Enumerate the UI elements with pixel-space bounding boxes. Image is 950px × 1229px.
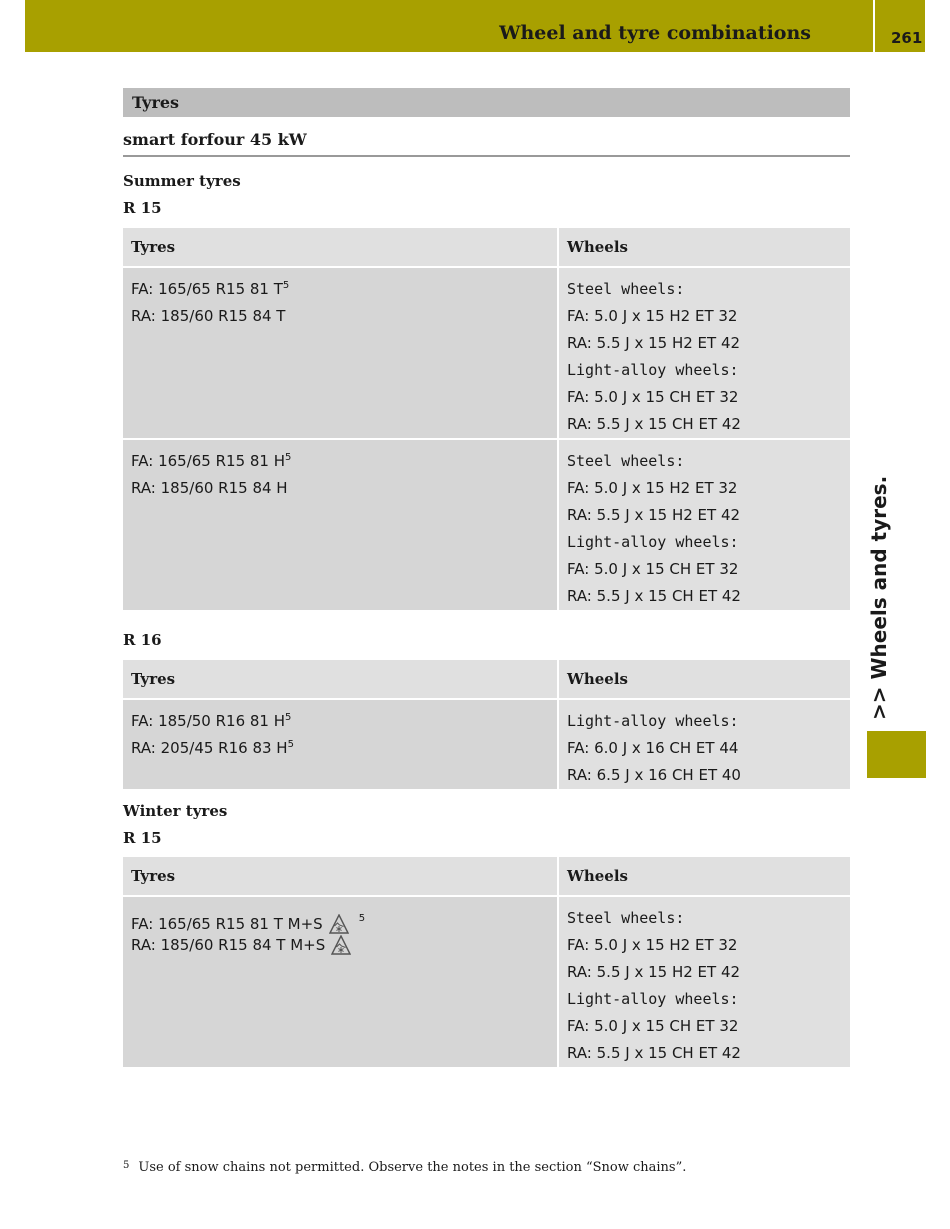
header-divider [873, 0, 875, 52]
tyre-spec: RA: 205/45 R16 83 $H^5$ [131, 739, 294, 757]
tyre-spec: FA: 185/50 R16 81 $H^5$ [131, 712, 292, 730]
column-header-wheels: Wheels [558, 660, 850, 699]
side-tab-marker [867, 731, 926, 778]
wheel-spec: FA: 5.0 J x 15 H2 ET 32 [567, 479, 738, 497]
wheels-cell [558, 896, 850, 1067]
wheel-spec: FA: 5.0 J x 15 CH ET 32 [567, 560, 739, 578]
table-row [123, 699, 850, 789]
header-title: Wheel and tyre combinations [499, 22, 811, 44]
footnote-mark: 5 [123, 1160, 130, 1171]
wheels-cell [558, 439, 850, 610]
table-header-row [123, 228, 850, 267]
column-header-tyres: Tyres [123, 857, 558, 896]
column-header-wheels: Wheels [558, 228, 850, 267]
table-header-row [123, 857, 850, 896]
tyre-spec: FA: 165/65 R15 81 $H^5$ [131, 452, 292, 470]
footnote [123, 1160, 686, 1175]
winter-r15-table [123, 857, 850, 1067]
page-header [25, 0, 925, 52]
wheel-type-label: Light-alloy wheels: [567, 361, 739, 379]
table-header-row [123, 660, 850, 699]
wheel-type-label: Steel wheels: [567, 280, 685, 298]
wheel-type-label: Steel wheels: [567, 452, 685, 470]
wheel-type-label: Light-alloy wheels: [567, 533, 739, 551]
wheel-spec: RA: 6.5 J x 16 CH ET 40 [567, 766, 741, 784]
column-header-tyres: Tyres [123, 228, 558, 267]
side-tab-label: >> Wheels and tyres. [867, 475, 891, 720]
tyre-spec: RA: 185/60 R15 84 T M+S [131, 932, 557, 959]
winter-tyres-heading: Winter tyres [123, 802, 228, 820]
wheel-type-label: Light-alloy wheels: [567, 990, 739, 1008]
tyres-cell [123, 267, 558, 439]
wheel-spec: RA: 5.5 J x 15 H2 ET 42 [567, 963, 741, 981]
tyres-cell [123, 439, 558, 610]
summer-r16-table [123, 660, 850, 789]
snowflake-mountain-icon [331, 935, 351, 955]
tyre-spec: RA: 185/60 R15 84 H [131, 479, 288, 497]
wheel-spec: FA: 5.0 J x 15 CH ET 32 [567, 388, 739, 406]
page-number: 261 [891, 29, 923, 47]
column-header-tyres: Tyres [123, 660, 558, 699]
wheel-spec: FA: 5.0 J x 15 H2 ET 32 [567, 936, 738, 954]
table-row [123, 896, 850, 1067]
summer-r15-heading: R 15 [123, 199, 162, 217]
wheel-type-label: Steel wheels: [567, 909, 685, 927]
wheel-spec: FA: 6.0 J x 16 CH ET 44 [567, 739, 739, 757]
summer-r16-heading: R 16 [123, 631, 162, 649]
wheel-spec: RA: 5.5 J x 15 CH ET 42 [567, 415, 741, 433]
tyre-spec: FA: 165/65 R15 81 $T^5$ [131, 280, 290, 298]
tyres-cell [123, 699, 558, 789]
summer-tyres-heading: Summer tyres [123, 172, 241, 190]
table-row [123, 267, 850, 439]
wheel-spec: RA: 5.5 J x 15 CH ET 42 [567, 1044, 741, 1062]
tyre-spec: FA: 165/65 R15 81 T M+S $^5$ [131, 913, 366, 933]
column-header-wheels: Wheels [558, 857, 850, 896]
summer-r15-table [123, 228, 850, 610]
tyres-cell [123, 896, 558, 1067]
wheel-spec: FA: 5.0 J x 15 H2 ET 32 [567, 307, 738, 325]
wheels-cell [558, 267, 850, 439]
wheel-spec: FA: 5.0 J x 15 CH ET 32 [567, 1017, 739, 1035]
wheel-type-label: Light-alloy wheels: [567, 712, 739, 730]
winter-r15-heading: R 15 [123, 829, 162, 847]
snowflake-mountain-icon [329, 914, 349, 934]
footnote-text: Use of snow chains not permitted. Observe the notes in the section “Snow chains”. [138, 1160, 687, 1175]
wheel-spec: RA: 5.5 J x 15 H2 ET 42 [567, 334, 741, 352]
model-title: smart forfour 45 kW [123, 130, 850, 157]
table-row [123, 439, 850, 610]
section-title: Tyres [123, 88, 850, 117]
tyre-spec: RA: 185/60 R15 84 T [131, 307, 286, 325]
wheel-spec: RA: 5.5 J x 15 H2 ET 42 [567, 506, 741, 524]
wheel-spec: RA: 5.5 J x 15 CH ET 42 [567, 587, 741, 605]
wheels-cell [558, 699, 850, 789]
